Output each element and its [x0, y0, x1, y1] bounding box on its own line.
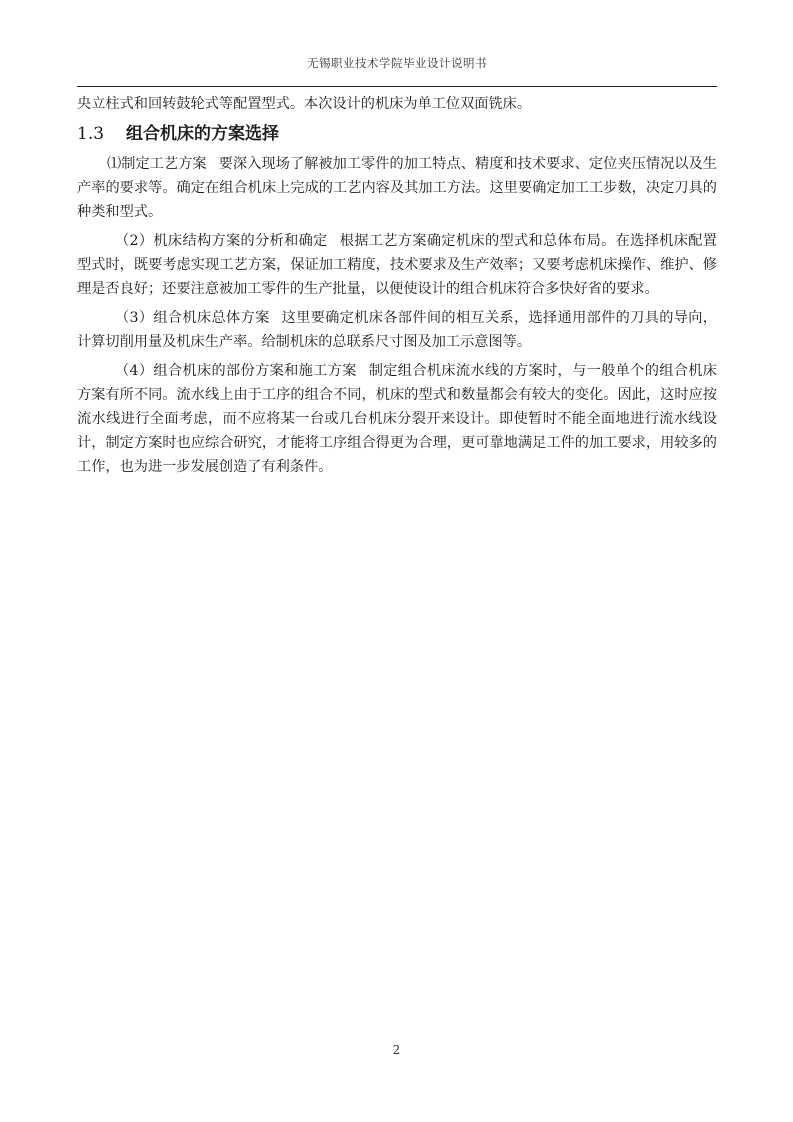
header-rule: [77, 86, 717, 87]
page-content: [77, 92, 717, 479]
list-item: [77, 359, 717, 479]
item-body: 根据工艺方案确定机床的型式和总体布局。在选择机床配置型式时，既要考虑实现工艺方案，保证加工精度，技术要求及生产效率；又要考虑机床操作、维护、修理是否良好；还要注意被加工零件的生产批量，以便使设计的组合机床符合多快好省的要求。: [77, 233, 717, 297]
item-body: 这里要确定机床各部件间的相互关系，选择通用部件的刀具的导向，计算切削用量及机床生产率。给制机床的总联系尺寸图及加工示意图等。: [77, 310, 717, 350]
section-title: 组合机床的方案选择: [126, 124, 280, 144]
section-number: 1.3: [77, 124, 105, 144]
list-item: [77, 306, 717, 354]
list-item: [77, 229, 717, 301]
running-header: 无锡职业技术学院毕业设计说明书: [307, 56, 487, 70]
item-title: ⑴制定工艺方案: [107, 156, 207, 172]
item-title: （2）机床结构方案的分析和确定: [115, 233, 328, 249]
item-title: （4）组合机床的部份方案和施工方案: [115, 363, 357, 379]
item-body: 要深入现场了解被加工零件的加工特点、精度和技术要求、定位夹压情况以及生产率的要求等。确定在组合机床上完成的工艺内容及其加工方法。这里要确定加工工步数，决定刀具的种类和型式。: [77, 156, 717, 220]
page-number: 2: [392, 1043, 401, 1057]
list-item: [77, 152, 717, 224]
item-title: （3）组合机床总体方案: [115, 310, 270, 326]
opening-paragraph: 央立柱式和回转鼓轮式等配置型式。本次设计的机床为单工位双面铣床。: [77, 96, 532, 112]
section-heading: [77, 120, 717, 148]
item-body: 制定组合机床流水线的方案时，与一般单个的组合机床方案有所不同。流水线上由于工序的组合不同，机床的型式和数量都会有较大的变化。因此，这时应按流水线进行全面考虑，而不应将某一台或几台机床分裂开来设计。即使暂时不能全面地进行流水线设计，制定方案时也应综合研究，才能将工序组合得更为合理，更可靠地满足工件的加工要求，用较多的工作，也为进一步发展创造了有利条件。: [77, 363, 717, 475]
